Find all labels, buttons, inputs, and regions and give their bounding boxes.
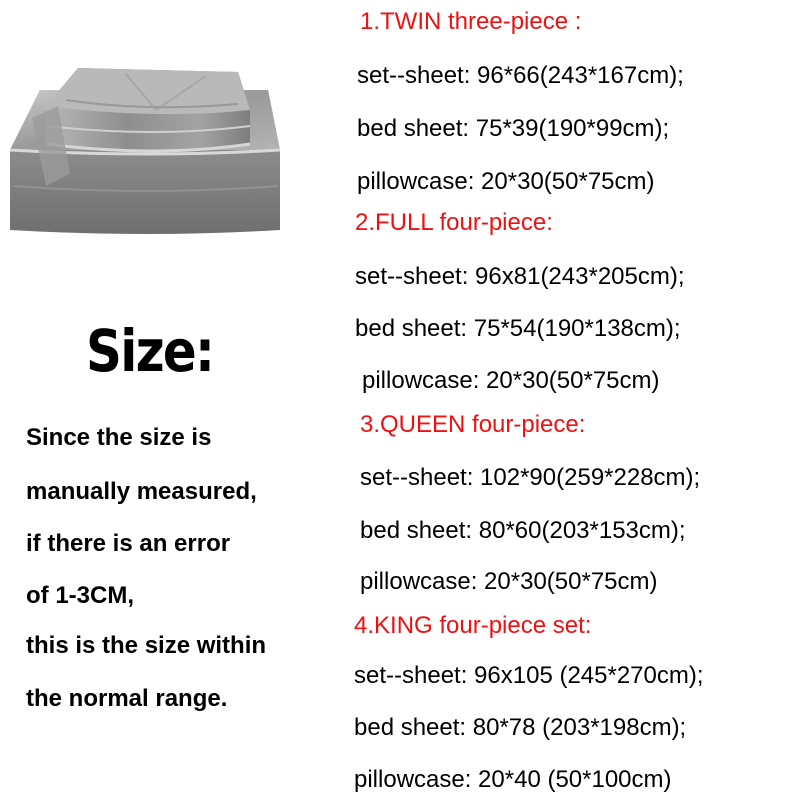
queen-bed-sheet: bed sheet: 80*60(203*153cm); — [360, 517, 686, 544]
satin-sheet-photo — [6, 54, 286, 244]
queen-set-sheet: set--sheet: 102*90(259*228cm); — [360, 464, 701, 491]
king-bed-sheet: bed sheet: 80*78 (203*198cm); — [354, 714, 687, 741]
size-note-line: this is the size within — [26, 632, 267, 659]
size-note-line: if there is an error — [26, 530, 231, 557]
full-pillowcase: pillowcase: 20*30(50*75cm) — [362, 367, 660, 394]
twin-set-sheet: set--sheet: 96*66(243*167cm); — [357, 62, 684, 89]
size-title: Size: — [86, 317, 214, 385]
full-bed-sheet: bed sheet: 75*54(190*138cm); — [355, 315, 681, 342]
queen-pillowcase: pillowcase: 20*30(50*75cm) — [360, 568, 658, 595]
size-note-line: of 1-3CM, — [26, 582, 134, 609]
twin-bed-sheet: bed sheet: 75*39(190*99cm); — [357, 115, 670, 142]
size-note-line: manually measured, — [26, 478, 257, 505]
full-set-sheet: set--sheet: 96x81(243*205cm); — [355, 263, 685, 290]
queen-heading: 3.QUEEN four-piece: — [360, 411, 586, 438]
full-heading: 2.FULL four-piece: — [355, 209, 553, 236]
king-pillowcase: pillowcase: 20*40 (50*100cm) — [354, 766, 672, 793]
size-note-line: the normal range. — [26, 685, 228, 712]
size-note-line: Since the size is — [26, 424, 212, 451]
twin-pillowcase: pillowcase: 20*30(50*75cm) — [357, 168, 655, 195]
king-heading: 4.KING four-piece set: — [354, 612, 592, 639]
twin-heading: 1.TWIN three-piece : — [360, 8, 582, 35]
king-set-sheet: set--sheet: 96x105 (245*270cm); — [354, 662, 704, 689]
